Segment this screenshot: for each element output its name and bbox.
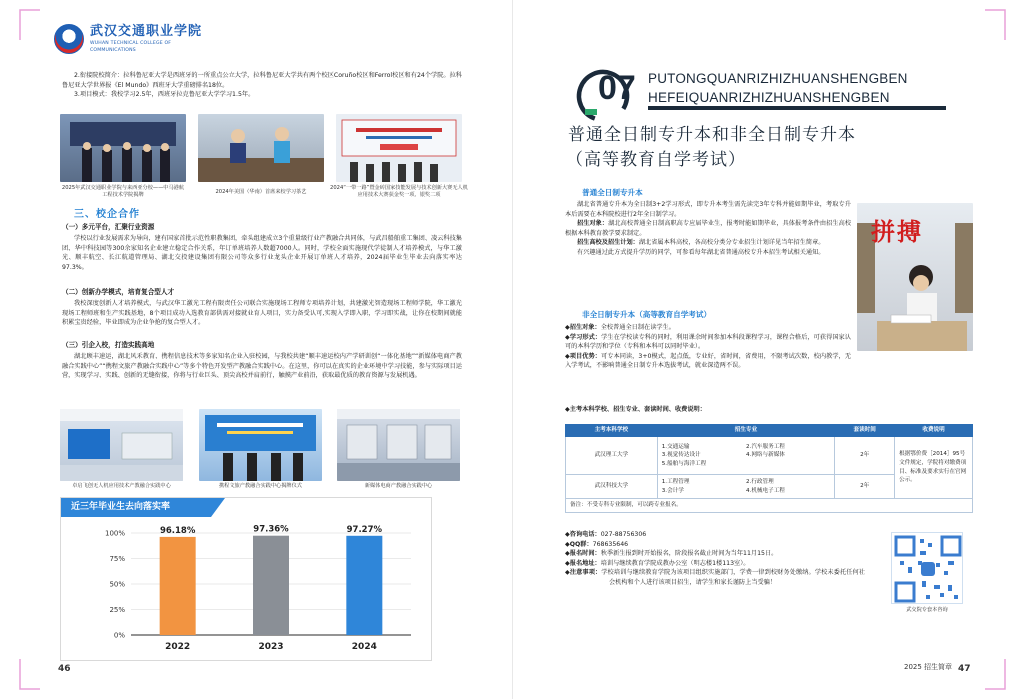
note-cell: 备注：不受专科专业限制，可以跨专业报名。 [566, 499, 973, 513]
bar-2022 [160, 537, 196, 635]
major-item: 4.网络与新媒体 [746, 452, 785, 459]
subsection-text: 湖北顾丰速运，湖北风禾教育、携程信息技术等多家知名企业入驻校园，与我校共建“顺丰速运校内产学研训创“一体化基地”“新媒体电商产教融合实践中心”“携程文旅产教融合实践中心”等多个特色开发型产教融合实践中心。在这里，你可以在真实的企业环境中学习技能，参与实际项目运营，实现学习、实践、创新的无缝衔接，你将与行业巨头、顶尖高校并肩前行，触摸产业前沿，获取最优质的教育资源与发展机遇。 [62, 353, 462, 380]
y-tick-label: 100% [104, 529, 125, 538]
subsection-title: （三）引企入校，打造实践高地 [62, 341, 155, 349]
part-time-content [565, 323, 851, 371]
text: 培训与继续教育学院成教办公室（明志楼1楼113室）。 [600, 559, 750, 567]
label: ◆招生对象： [565, 324, 601, 331]
y-tick-label: 50% [109, 580, 125, 589]
chart-plot [61, 517, 431, 661]
table-header: 收费说明 [895, 425, 973, 437]
people-icon [198, 114, 324, 182]
award-banner-icon [336, 114, 462, 182]
subsection-title: （一）多元平台，汇聚行业资源 [62, 223, 155, 231]
college-name-en: WUHAN TECHNICAL COLLEGE OF COMMUNICATIONS [90, 40, 172, 53]
label: ◆QQ群： [565, 540, 593, 548]
bar-value-label: 97.36% [253, 524, 289, 535]
subsection-text: 学校以行业发展需求为导向，建有国家首批示范性职教集团，牵头组建成立3个重量级行业产教融合共同体，与武昌船舶重工集团、凌云科技集团、华中科技园等300余家知名企业建立稳定合作关系，年订单班培养人数超7000人。同时，学校全面实施现代学徒制人才培养模式，与华工激光、顺丰航空、长江航道管理局、湖北交投建设集团有限公司等众多行业龙头企业开展订单班人才培养，2024届毕业生毕业去向落实率达97.3%。 [62, 235, 462, 271]
text: 秋季新生报到时开始报名，阶段报名截止时间为当年11月15日。 [600, 550, 778, 558]
time-cell: 2年 [835, 475, 895, 499]
bar-value-label: 96.18% [159, 525, 196, 536]
label: ◆项目优势： [565, 352, 601, 360]
school-cell: 武汉理工大学 [566, 437, 658, 475]
college-logo [54, 22, 214, 56]
page-number-left: 46 [58, 664, 71, 675]
table-row [566, 437, 973, 475]
bar-2023 [253, 536, 289, 635]
title-underline [648, 106, 946, 110]
full-time-intro: 湖北省普通专升本为全日制3+2学习形式，即专升本考生需先读完3年专科并能如期毕业，考取专升本后需要在本科院校进行2年全日制学习。 [565, 201, 851, 218]
label: ◆咨询电话： [565, 531, 601, 538]
program-mode-text: 3.项目模式：我校学习2.5年，西班牙拉克鲁尼亚大学学习1.5年。 [74, 91, 255, 99]
footer-brochure: 2025 招生简章 [904, 663, 953, 672]
qq-group: 768635646 [592, 540, 629, 548]
section-number: 07 [598, 69, 636, 107]
major-item: 3.视觉传达设计 [661, 452, 701, 459]
photo-drone-center [60, 409, 183, 481]
main-subtitle: （高等教育自学考试） [566, 150, 746, 170]
subsection-text: 我校深度创新人才培养模式，与武汉华工激光工程有限责任公司联合实施现场工程师专项培养计划，共建激光智造现场工程师学院，华工激光现场工程师班和生产实践基地，8个项目成功入选教育部供需对接就业育人项目，实力备受认可,实现入学即入职，学习即实战，让你在校期间就能积累宝贵经验，毕业即成为企业争抢的复合型人才。 [62, 300, 462, 327]
text: 湖北高校普通全日制高职高专应届毕业生，报考时能如期毕业，具体报考条件由招生高校根据本科教育教学要求制定。 [565, 220, 852, 237]
main-title: 普通全日制专升本和非全日制专升本 [568, 125, 856, 145]
major-item: 2.行政管理 [746, 478, 774, 485]
accent-bar [585, 109, 597, 115]
lab-room-icon [60, 409, 183, 481]
major-item: 1.工程管理 [661, 478, 690, 485]
qr-code[interactable] [891, 532, 963, 604]
program-table [565, 424, 973, 513]
fee-cell: 根据鄂价费［2014］95号文件规定，学院将对缴费项目、标准及要求实行在官网公示。 [895, 437, 973, 499]
section-title-full-time: 普通全日制专升本 [582, 188, 643, 197]
photo-student-studying [857, 203, 973, 351]
table-header: 主考本科学校 [566, 425, 658, 437]
full-time-content [565, 200, 851, 258]
time-cell: 2年 [835, 437, 895, 475]
photo-caption: 2025年武汉交通职业学院与来西亚分校——中马港航工程技术学院揭牌 [61, 185, 185, 199]
photo-tea-art [198, 114, 324, 182]
banner-text: 拼搏 [871, 217, 923, 246]
studio-room-icon [337, 409, 460, 481]
major-item: 2.汽车服务工程 [746, 443, 785, 450]
x-tick-label: 2024 [351, 642, 377, 652]
table-row [566, 499, 973, 513]
qr-caption: 武交院专套本咨询 [906, 607, 948, 613]
label: ◆学习形式： [565, 333, 602, 341]
partner-intro [62, 71, 462, 100]
major-item [746, 460, 830, 469]
contact-info [565, 530, 865, 588]
label: ◆报名地址： [565, 559, 601, 567]
photo-caption: 携程文旅产教融合实践中心揭牌仪式 [218, 483, 302, 489]
photo-caption: 2024“一带一路”暨金砖国家技能发展与技术创新大赛无人机应用技术大赛获金奖一项、银奖二项 [330, 185, 468, 199]
text: 学校培训与继续教育学院为该项目组织实施部门，学费一律到校财务处缴纳。学校未委托任何社会机构和个人进行该项目招生，请学生和家长谨防上当受骗！ [601, 569, 865, 587]
photo-ecommerce-center [337, 409, 460, 481]
major-item: 4.机械电子工程 [746, 487, 785, 494]
photo-caption: 卓启飞创无人机应用技术产教融合实践中心 [72, 483, 171, 489]
college-emblem-icon [54, 24, 84, 54]
qr-code-icon [892, 533, 964, 605]
photo-caption: 2024年美国（华南）首席来校学习茶艺 [215, 189, 307, 195]
photo-competition [336, 114, 462, 182]
label: ◆报名时间： [565, 550, 601, 558]
table-intro: ◆主考本科学校、招生专业、套读时间、收费说明： [565, 406, 706, 413]
label: 招生对象： [577, 220, 609, 228]
major-item: 1.交通运输 [661, 443, 690, 450]
photo-caption: 新媒体电商产教融合实践中心 [364, 483, 433, 489]
majors-cell [657, 475, 835, 499]
pinyin-title-line1: PUTONGQUANRIZHIZHUANSHENGBEN [648, 71, 908, 86]
pinyin-title-line2: HEFEIQUANRIZHIZHUANSHENGBEN [648, 90, 890, 105]
text: 全校普通全日制在读学生。 [600, 324, 675, 331]
school-cell: 武汉科技大学 [566, 475, 658, 499]
table-header: 套读时间 [835, 425, 895, 437]
label: 招生高校及招生计划： [577, 239, 639, 247]
photo-ctrip-ceremony [199, 409, 322, 481]
label: ◆注意事项： [565, 569, 602, 577]
ceremony-stage-icon [199, 409, 322, 481]
x-tick-label: 2022 [165, 642, 191, 652]
y-tick-label: 75% [109, 555, 125, 563]
bar-2024 [346, 536, 382, 635]
partner-intro-text: 2.衔接院校简介：拉科鲁尼亚大学是西班牙的一所重点公立大学，拉科鲁尼亚大学共有两个校区Coruño校区和Ferrol校区和有24个学院。拉科鲁尼亚大学世界报《El Mundo》西班牙大学重磅排名18位。 [62, 72, 462, 89]
page-number-right: 47 [958, 664, 971, 675]
section-title-part-time: 非全日制专升本（高等教育自学考试） [582, 310, 712, 319]
major-item: 3.会计学 [661, 487, 684, 494]
bar-value-label: 97.27% [346, 524, 383, 535]
photo-ceremony [60, 114, 186, 182]
majors-cell [657, 437, 835, 475]
major-item: 5.船舶与海洋工程 [661, 460, 707, 467]
people-group-icon [60, 114, 186, 182]
chart-title: 近三年毕业生去向落实率 [61, 498, 211, 517]
text: 学生在学校读专科的同时，利用课余时间参加本科段课程学习，课程合格后，可获得国家认可的本科学历和学位（专科和本科可以同时毕业）。 [565, 333, 851, 351]
text: 可专本同读，3+0模式，起点低，专业好，省时间，省费用，不限考试次数，校内教学，无入学考试，不影响普通全日制专升本选拔考试，就业深造两不误。 [565, 352, 851, 370]
employment-rate-chart [60, 497, 432, 661]
subsection-title: （二）创新办学模式，培育复合型人才 [62, 288, 175, 296]
x-tick-label: 2023 [258, 642, 284, 652]
text: 湖北省属本科高校，各高校分类分专业招生计划详见当年招生简章。 [638, 239, 825, 247]
section-title-school-enterprise: 三、校企合作 [74, 209, 140, 220]
text: 有兴趣通过此方式提升学历的同学，可参看每年湖北省普通高校专升本招生考试相关通知。 [577, 249, 825, 257]
table-header: 招生专业 [657, 425, 835, 437]
phone: 027-88756306 [600, 531, 647, 538]
y-tick-label: 0% [113, 631, 125, 640]
college-name-cn: 武汉交通职业学院 [90, 24, 203, 40]
y-tick-label: 25% [109, 606, 125, 614]
